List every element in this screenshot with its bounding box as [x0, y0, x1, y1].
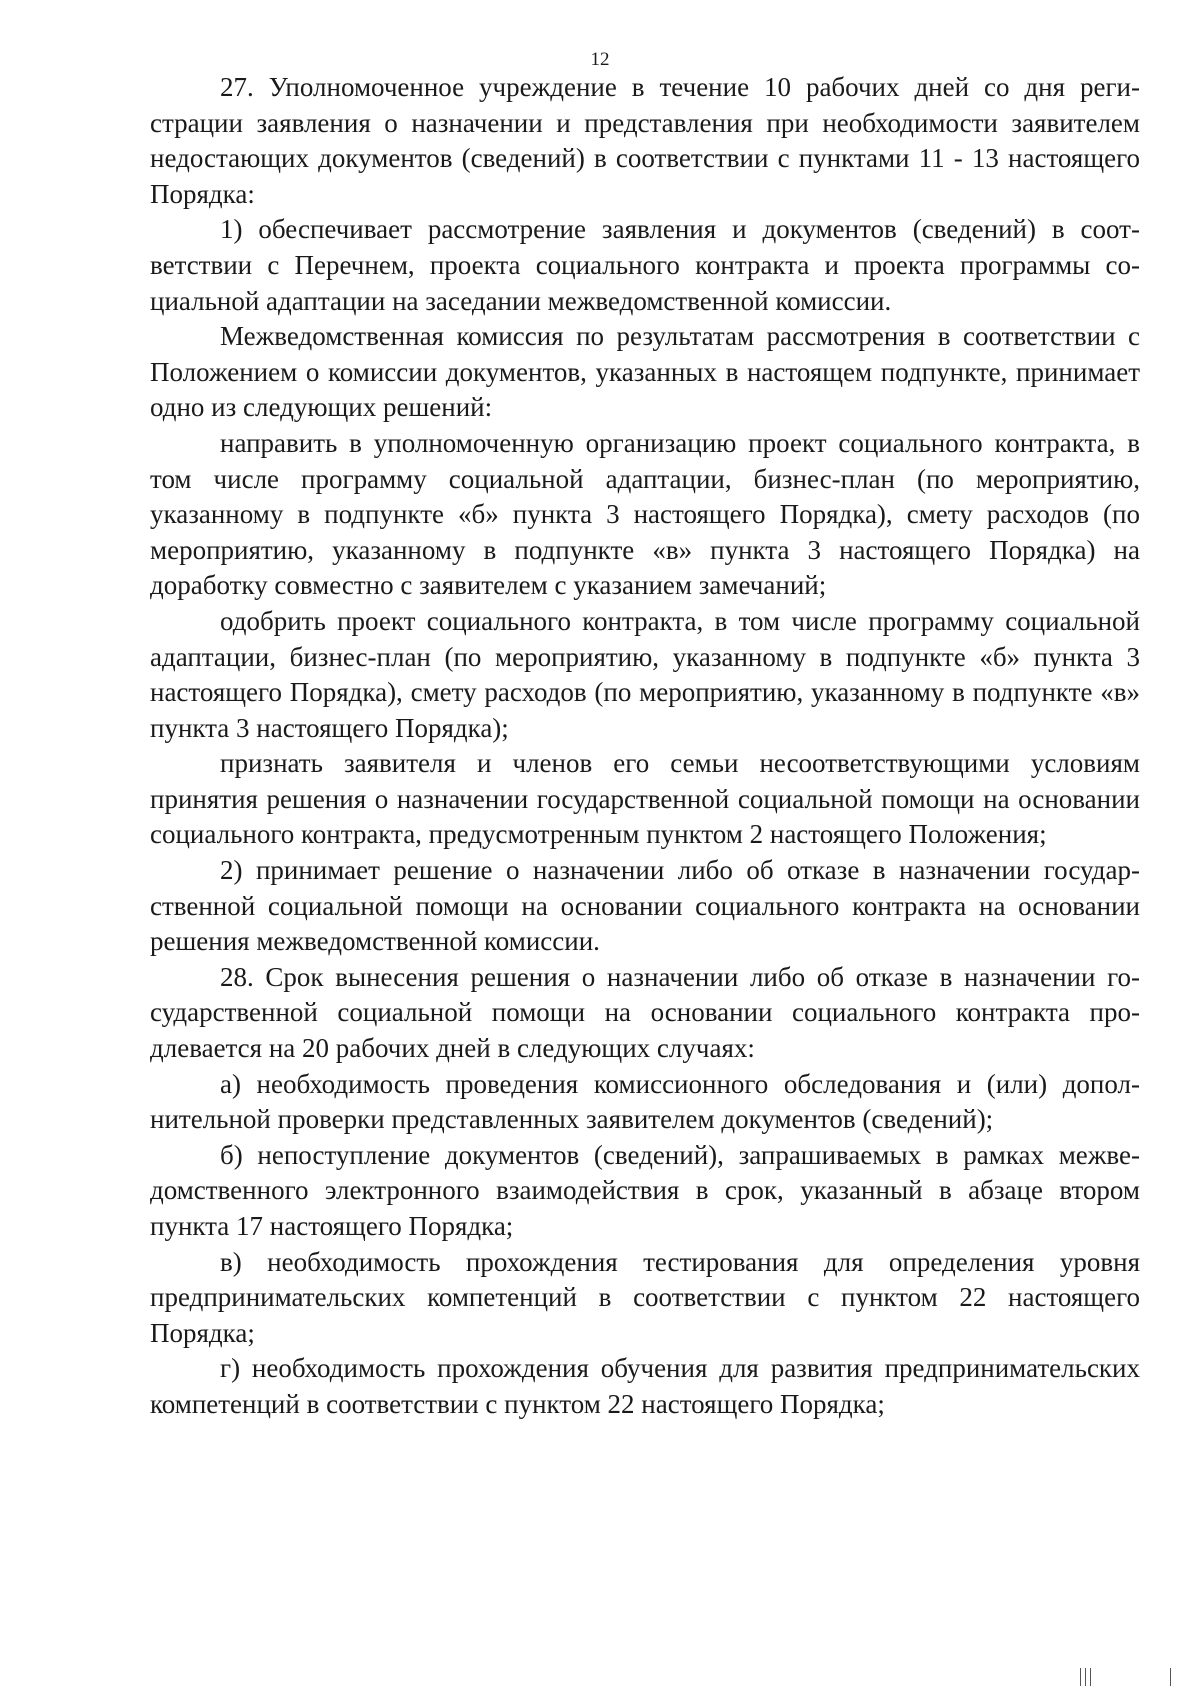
scan-mark: [1080, 1668, 1081, 1686]
scan-mark: [1090, 1668, 1091, 1686]
paragraph-27-item-1: 1) обеспечивает рассмотрение заявления и документов (сведений) в соответствии с Перечнем, проекта социального контракта и проекта программы социальной адаптации на заседании межведомственной комиссии.: [150, 214, 1140, 316]
scan-mark: [1085, 1668, 1086, 1686]
paragraph-28-item-b: б) непоступление документов (сведений), запрашиваемых в рамках межведомственного электронного взаимодействия в срок, указанный в абзаце втором пункта 17 настоящего Порядка;: [150, 1139, 1140, 1241]
paragraph-decision-approve: одобрить проект социального контракта, в том числе программу социальной адаптации, бизнес-план (по мероприятию, указанному в подпункте «б» пункта 3 настоящего Порядка), смету расходов (по мероприятию, указанному в подпункте «в» пункта 3 настоящего Порядка);: [150, 605, 1140, 743]
paragraph-decision-reject: признать заявителя и членов его семьи несоответствующими условиям принятия решения о назначении государственной социальной помощи на основании социального контракта, предусмотренным пунктом 2 настоящего Положения;: [150, 748, 1140, 850]
paragraph-28-item-g: г) необходимость прохождения обучения для развития предпринимательских компетенций в соответствии с пунктом 22 настоящего Порядка;: [150, 1353, 1140, 1419]
paragraph-decision-revise: направить в уполномоченную организацию проект социального контракта, в том числе программу социальной адаптации, бизнес-план (по мероприятию, указанному в подпункте «б» пункта 3 настоящего Порядка), смету расходов (по мероприятию, указанному в подпункте «в» пункта 3 настоящего Порядка) на доработку совместно с заявителем с указанием замечаний;: [150, 427, 1140, 601]
document-body: [150, 70, 1140, 1423]
scan-artifact-marks: [1060, 1668, 1180, 1688]
scan-mark: [1170, 1668, 1171, 1686]
paragraph-commission-decisions: Межведомственная комиссия по результатам рассмотрения в соответствии с Положением о комиссии документов, указанных в настоящем подпункте, принимает одно из следующих решений:: [150, 321, 1140, 423]
paragraph-27-item-2: 2) принимает решение о назначении либо об отказе в назначении государственной социальной помощи на основании социального контракта на основании решения межведомственной комиссии.: [150, 855, 1140, 957]
page-number: 12: [590, 49, 610, 70]
paragraph-28-item-a: а) необходимость проведения комиссионного обследования и (или) дополнительной проверки представленных заявителем документов (сведений);: [150, 1068, 1140, 1135]
paragraph-28-intro: 28. Срок вынесения решения о назначении либо об отказе в назначении государственной социальной помощи на основании социального контракта продлевается на 20 рабочих дней в следующих случаях:: [150, 961, 1140, 1064]
paragraph-27-intro: 27. Уполномоченное учреждение в течение 10 рабочих дней со дня регистрации заявления о назначении и представления при необходимости заявителем недостающих документов (сведений) в соответствии с пунктами 11 - 13 настоящего Порядка:: [150, 72, 1140, 209]
paragraph-28-item-v: в) необходимость прохождения тестирования для определения уровня предпринимательских компетенций в соответствии с пунктом 22 настоящего Порядка;: [150, 1246, 1140, 1348]
